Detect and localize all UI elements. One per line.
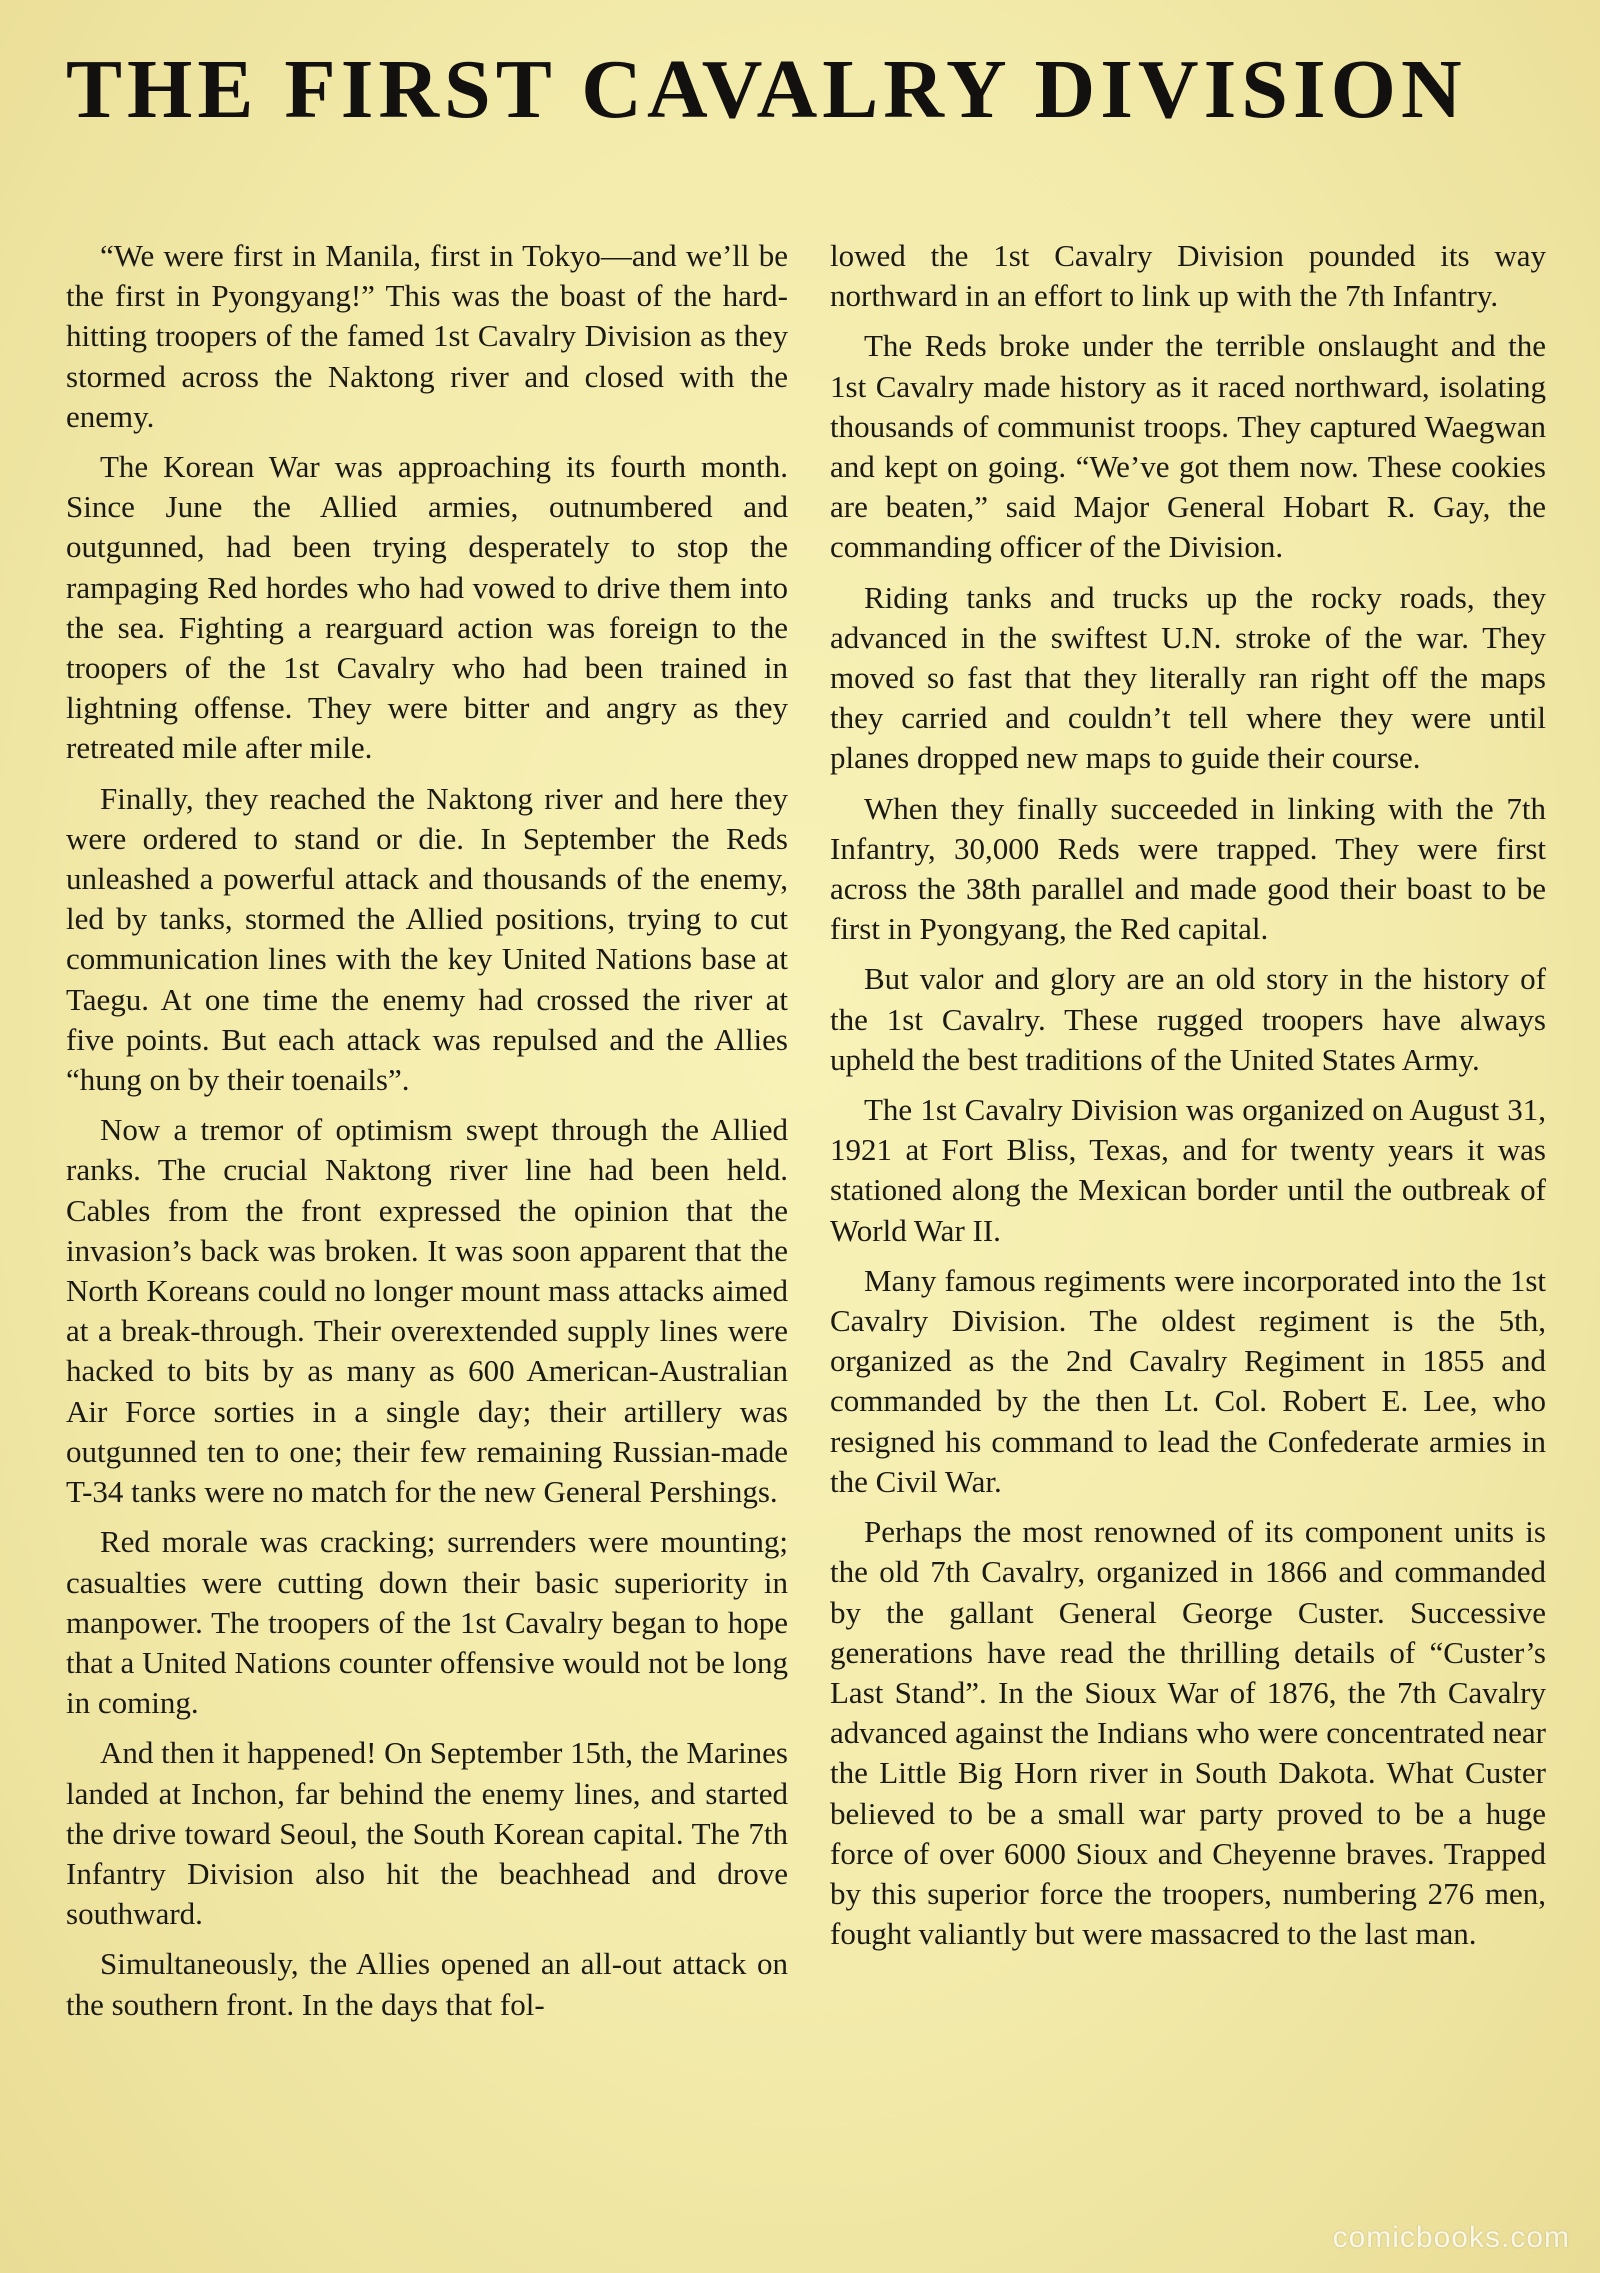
paragraph: When they finally succeeded in linking with the 7th Infantry, 30,000 Reds were trapped. They were first across the 38th parallel and made good their boast to be first in Pyongyang, the Red capital. — [830, 790, 1546, 947]
page-title: THE FIRST CAVALRY DIVISION — [66, 43, 1467, 136]
paragraph: Many famous regiments were incorporated into the 1st Cavalry Division. The oldest regiment is the 5th, organized as the 2nd Cavalry Regiment in 1855 and commanded by the then Lt. Col. Robert E. Lee, who resigned his command to lead the Confederate armies in the Civil War. — [830, 1262, 1546, 1499]
paragraph: The 1st Cavalry Division was organized on August 31, 1921 at Fort Bliss, Texas, and for twenty years it was stationed along the Mexican border until the outbreak of World War II. — [830, 1092, 1546, 1248]
paragraph: Finally, they reached the Naktong river and here they were ordered to stand or die. In September the Reds unleashed a powerful attack and thousands of the enemy, led by tanks, stormed the Allied positions, trying to cut communication lines with the key United Nations base at Taegu. At one time the enemy had crossed the river at five points. But each attack was repulsed and the Allies “hung on by their toenails”. — [66, 780, 788, 1098]
paragraph: The Korean War was approaching its fourth month. Since June the Allied armies, outnumbered and outgunned, had been trying desperately to stop the rampaging Red hordes who had vowed to drive them into the sea. Fighting a rearguard action was foreign to the troopers of the 1st Cavalry who had been trained in lightning offense. They were bitter and angry as they retreated mile after mile. — [66, 449, 788, 766]
paragraph: lowed the 1st Cavalry Division pounded its way northward in an effort to link up with the 7th Infantry. — [830, 238, 1546, 314]
paragraph: Now a tremor of optimism swept through the Allied ranks. The crucial Naktong river line had been held. Cables from the front expressed the opinion that the invasion’s back was broken. It was soon apparent that the North Koreans could no longer mount mass attacks aimed at a break-through. Their overextended supply lines were hacked to bits by as many as 600 American-Australian Air Force sorties in a single day; their artillery was outgunned ten to one; their few remaining Russian-made T-34 tanks were no match for the new General Pershings. — [66, 1112, 788, 1510]
left-column — [66, 236, 788, 2035]
right-column — [830, 236, 1546, 1964]
paragraph: Perhaps the most renowned of its component units is the old 7th Cavalry, organized in 1866 and commanded by the gallant General George Custer. Successive generations have read the thrilling details of “Custer’s Last Stand”. In the Sioux War of 1876, the 7th Cavalry advanced against the Indians who were concentrated near the Little Big Horn river in South Dakota. What Custer believed to be a small war party proved to be a huge force of over 6000 Sioux and Cheyenne braves. Trapped by this superior force the troopers, numbering 276 men, fought valiantly but were massacred to the last man. — [830, 1514, 1546, 1952]
paragraph: The Reds broke under the terrible onslaught and the 1st Cavalry made history as it raced northward, isolating thousands of communist troops. They captured Waegwan and kept on going. “We’ve got them now. These cookies are beaten,” said Major General Hobart R. Gay, the commanding officer of the Division. — [830, 328, 1546, 565]
paragraph: “We were first in Manila, first in Tokyo—and we’ll be the first in Pyongyang!” This was the boast of the hard-hitting troopers of the famed 1st Cavalry Division as they stormed across the Naktong river and closed with the enemy. — [66, 238, 788, 434]
paragraph: But valor and glory are an old story in the history of the 1st Cavalry. These rugged troopers have always upheld the best traditions of the United States Army. — [830, 961, 1546, 1077]
paragraph: Simultaneously, the Allies opened an all-out attack on the southern front. In the days that fol- — [66, 1946, 788, 2022]
paragraph: Red morale was cracking; surrenders were mounting; casualties were cutting down their basic superiority in manpower. The troopers of the 1st Cavalry began to hope that a United Nations counter offensive would not be long in coming. — [66, 1524, 788, 1721]
paragraph: And then it happened! On September 15th, the Marines landed at Inchon, far behind the enemy lines, and started the drive toward Seoul, the South Korean capital. The 7th Infantry Division also hit the beachhead and drove southward. — [66, 1735, 788, 1932]
paragraph: Riding tanks and trucks up the rocky roads, they advanced in the swiftest U.N. stroke of the war. They moved so fast that they literally ran right off the maps they carried and couldn’t tell where they were until planes dropped new maps to guide their course. — [830, 579, 1546, 776]
watermark: comicbooks.com — [1332, 2221, 1570, 2254]
